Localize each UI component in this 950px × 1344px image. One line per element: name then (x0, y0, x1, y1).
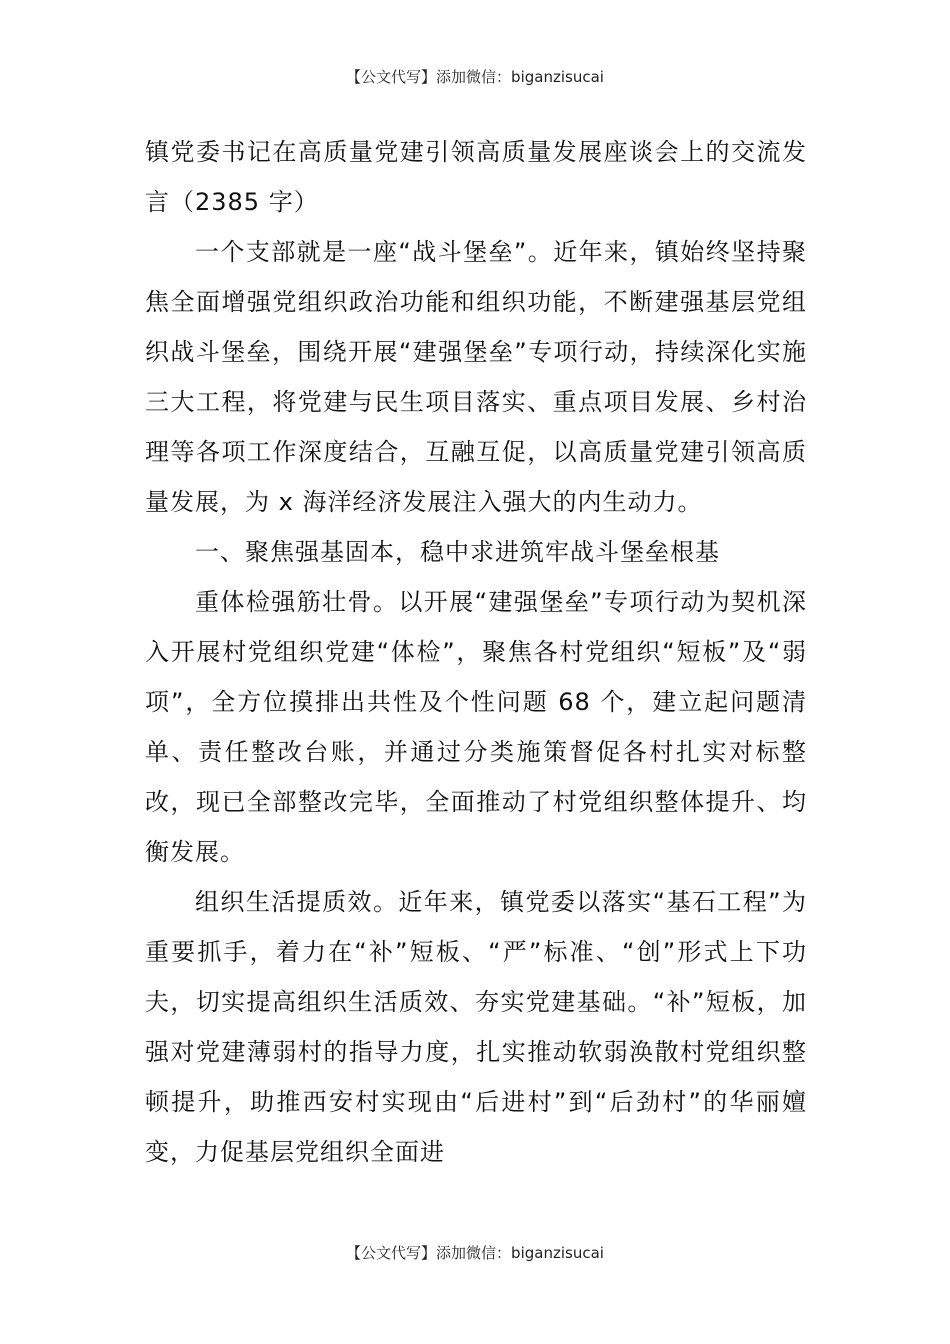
page-footer: 【公文代写】添加微信：biganzisucai (346, 1244, 604, 1262)
paragraph-organization-life: 组织生活提质效。近年来，镇党委以落实“基石工程”为重要抓手，着力在“补”短板、“严”标准、“创”形式上下功夫，切实提高组织生活质效、夯实党建基础。“补”短板，加强对党建薄弱村的指导力度，扎实推动软弱涣散村党组织整顿提升，助推西安村实现由“后进村”到“后劲村”的华丽嬗变，力促基层党组织全面进 (145, 888, 807, 1166)
document-title: 镇党委书记在高质量党建引领高质量发展座谈会上的交流发言（2385 字） (145, 138, 807, 216)
paragraph-health-check: 重体检强筋壮骨。以开展“建强堡垒”专项行动为契机深入开展村党组织党建“体检”，聚焦各村党组织“短板”及“弱项”，全方位摸排出共性及个性问题 68 个，建立起问题清单、责任整改台账，并通过分类施策督促各村扎实对标整改，现已全部整改完毕，全面推动了村党组织整体提升、均衡发展。 (145, 588, 807, 866)
section-heading-1: 一、聚焦强基固本，稳中求进筑牢战斗堡垒根基 (195, 538, 720, 566)
document-body (145, 127, 807, 1177)
page-header: 【公文代写】添加微信：biganzisucai (346, 68, 604, 86)
paragraph-intro: 一个支部就是一座“战斗堡垒”。近年来，镇始终坚持聚焦全面增强党组织政治功能和组织功能，不断建强基层党组织战斗堡垒，围绕开展“建强堡垒”专项行动，持续深化实施三大工程，将党建与民生项目落实、重点项目发展、乡村治理等各项工作深度结合，互融互促，以高质量党建引领高质量发展，为 x 海洋经济发展注入强大的内生动力。 (145, 238, 807, 516)
